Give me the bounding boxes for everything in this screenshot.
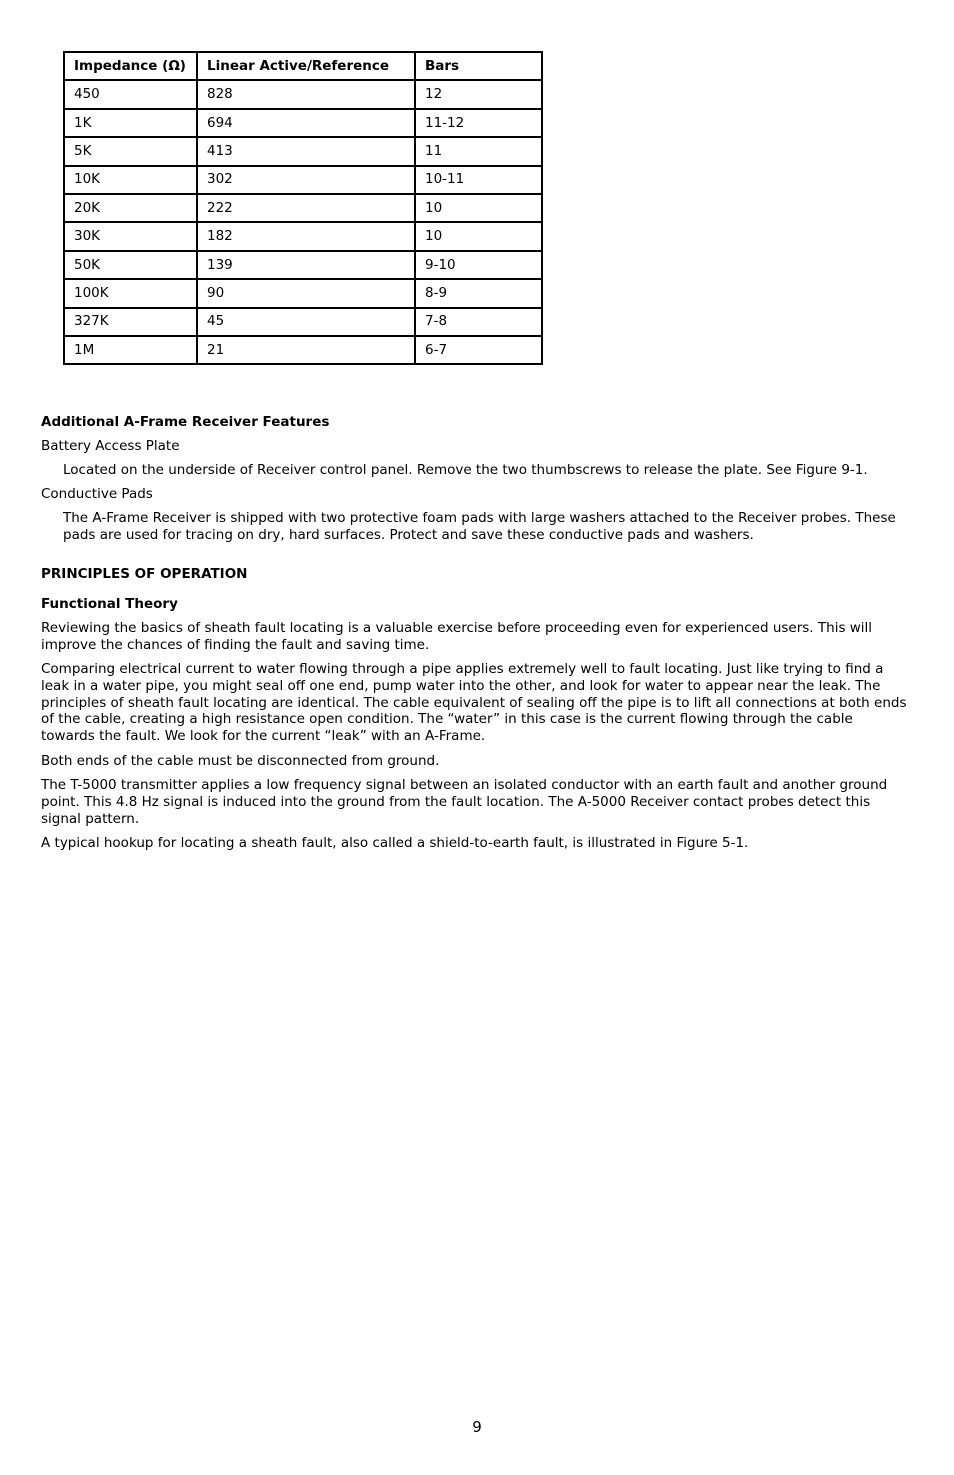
battery-access-plate-text: Located on the underside of Receiver control panel. Remove the two thumbscrews to release the plate. See Figure 9-1. <box>63 462 868 478</box>
impedance-cell: 20K <box>64 194 197 222</box>
table-row <box>64 222 542 250</box>
impedance-table <box>63 51 543 365</box>
linear-active-reference-cell: 182 <box>197 222 415 250</box>
bars-cell: 10-11 <box>415 166 542 194</box>
table-row <box>64 80 542 108</box>
table-header-row <box>64 52 542 80</box>
table-row <box>64 308 542 336</box>
linear-active-reference-cell: 45 <box>197 308 415 336</box>
battery-access-plate-title: Battery Access Plate <box>41 438 180 454</box>
impedance-cell: 450 <box>64 80 197 108</box>
header-linear-active-reference: Linear Active/Reference <box>197 52 415 80</box>
linear-active-reference-cell: 21 <box>197 336 415 364</box>
bars-cell: 12 <box>415 80 542 108</box>
bars-cell: 10 <box>415 222 542 250</box>
table-row <box>64 109 542 137</box>
bars-cell: 11-12 <box>415 109 542 137</box>
linear-active-reference-cell: 139 <box>197 251 415 279</box>
bars-cell: 10 <box>415 194 542 222</box>
conductive-pads-text: The A-Frame Receiver is shipped with two protective foam pads with large washers attached to the Receiver probes. These pads are used for tracing on dry, hard surfaces. Protect and save these conductive pads and washers. <box>63 510 896 543</box>
features-heading: Additional A-Frame Receiver Features <box>41 414 330 430</box>
paragraph: Both ends of the cable must be disconnected from ground. <box>41 753 440 769</box>
paragraph: A typical hookup for locating a sheath fault, also called a shield-to-earth fault, is illustrated in Figure 5-1. <box>41 835 749 851</box>
impedance-cell: 30K <box>64 222 197 250</box>
page-number: 9 <box>472 1418 482 1436</box>
paragraph: The T-5000 transmitter applies a low frequency signal between an isolated conductor with an earth fault and another ground point. This 4.8 Hz signal is induced into the ground from the fault location. The A-5000 Receiver contact probes detect this signal pattern. <box>41 777 888 827</box>
linear-active-reference-cell: 694 <box>197 109 415 137</box>
table-row <box>64 194 542 222</box>
table-row <box>64 336 542 364</box>
functional-theory-heading: Functional Theory <box>41 596 178 612</box>
paragraph: Comparing electrical current to water flowing through a pipe applies extremely well to fault locating. Just like trying to find a leak in a water pipe, you might seal off one end, pump water into the other, and look for water to appear near the leak. The principles of sheath fault locating are identical. The cable equivalent of sealing off the pipe is to lift all connections at both ends of the cable, creating a high resistance open condition. The “water” in this case is the current flowing through the cable towards the fault. We look for the current “leak” with an A-Frame. <box>41 661 907 745</box>
bars-cell: 6-7 <box>415 336 542 364</box>
impedance-cell: 1M <box>64 336 197 364</box>
table-body <box>64 80 542 364</box>
bars-cell: 8-9 <box>415 279 542 307</box>
impedance-cell: 10K <box>64 166 197 194</box>
table-row <box>64 279 542 307</box>
linear-active-reference-cell: 90 <box>197 279 415 307</box>
table-row <box>64 137 542 165</box>
linear-active-reference-cell: 413 <box>197 137 415 165</box>
conductive-pads-title: Conductive Pads <box>41 486 153 502</box>
linear-active-reference-cell: 828 <box>197 80 415 108</box>
bars-cell: 9-10 <box>415 251 542 279</box>
impedance-cell: 50K <box>64 251 197 279</box>
bars-cell: 7-8 <box>415 308 542 336</box>
impedance-cell: 100K <box>64 279 197 307</box>
principles-heading: PRINCIPLES OF OPERATION <box>41 566 248 582</box>
impedance-cell: 327K <box>64 308 197 336</box>
header-impedance: Impedance (Ω) <box>64 52 197 80</box>
table-row <box>64 166 542 194</box>
bars-cell: 11 <box>415 137 542 165</box>
linear-active-reference-cell: 222 <box>197 194 415 222</box>
table-row <box>64 251 542 279</box>
header-bars: Bars <box>415 52 542 80</box>
impedance-cell: 5K <box>64 137 197 165</box>
linear-active-reference-cell: 302 <box>197 166 415 194</box>
paragraph: Reviewing the basics of sheath fault locating is a valuable exercise before proceeding even for experienced users. This will improve the chances of finding the fault and saving time. <box>41 620 873 653</box>
impedance-cell: 1K <box>64 109 197 137</box>
